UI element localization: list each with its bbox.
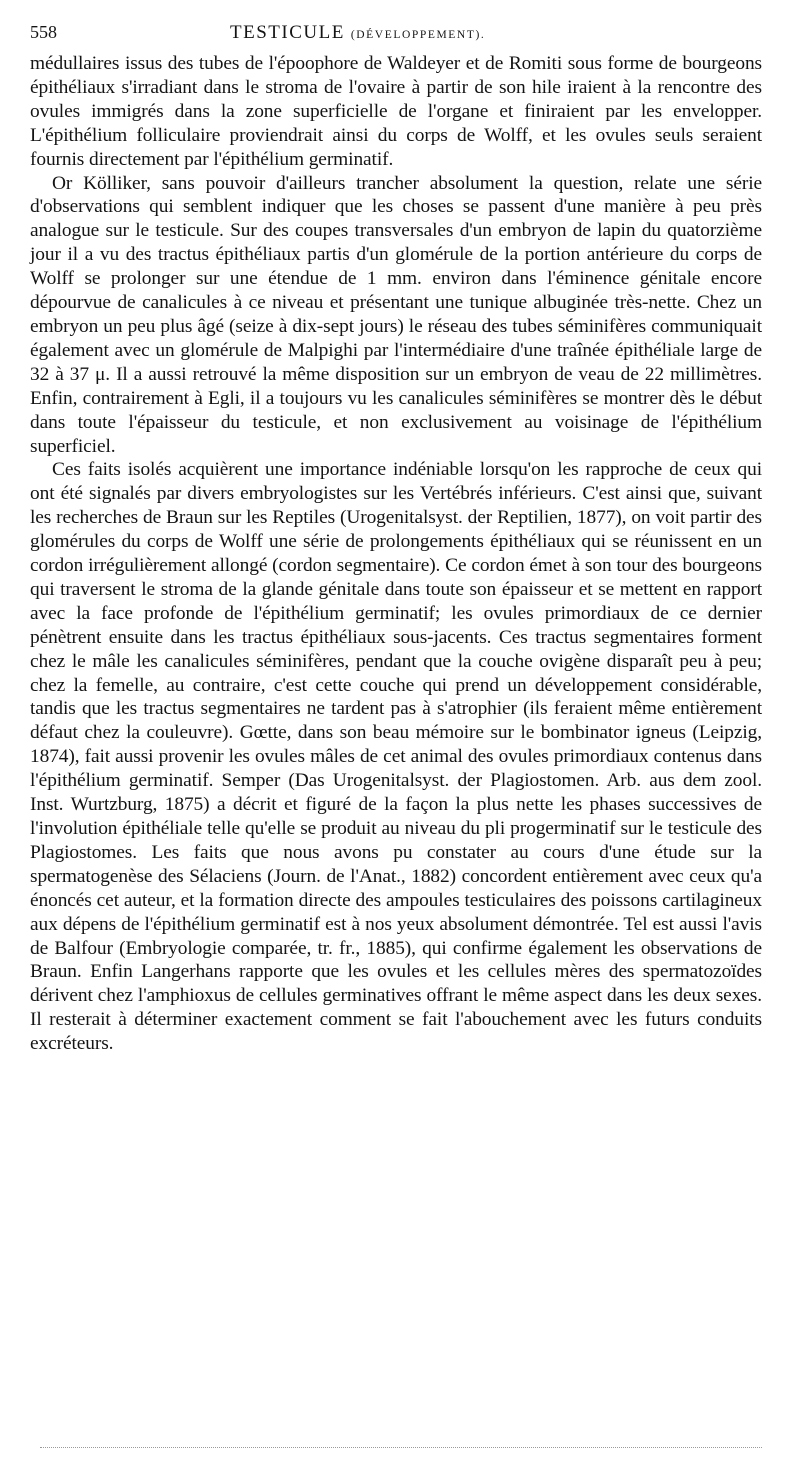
running-header [30,22,762,52]
paragraph-2: Or Kölliker, sans pouvoir d'ailleurs trancher absolument la question, relate une série d'observations qui semblent indiquer que les choses se passent d'une manière à peu près analogue sur le testicule. Sur des coupes transversales d'un embryon de lapin du quatorzième jour il a vu des tractus épithéliaux partis d'un glomérule de la portion antérieure du corps de Wolff se prolonger sur une étendue de 1 mm. environ dans l'éminence génitale encore dépourvue de canalicules à ce niveau et présentant une tunique albuginée très-nette. Chez un embryon un peu plus âgé (seize à dix-sept jours) le réseau des tubes séminifères communiquait également avec un glomérule de Malpighi par l'intermédiaire d'une traînée épithéliale large de 32 à 37 μ. Il a aussi retrouvé la même disposition sur un embryon de veau de 22 millimètres. Enfin, contrairement à Egli, il a toujours vu les canalicules séminifères se montrer dès le début dans toute l'épaisseur du testicule, et non exclusivement au voisinage de l'épithélium superficiel. [30,172,762,457]
paragraph-1: médullaires issus des tubes de l'époophore de Waldeyer et de Romiti sous forme de bourgeons épithéliaux s'irradiant dans le stroma de l'ovaire à partir de son hile iraient à la rencontre des ovules immigrés dans la zone superficielle de l'organe et finiraient par les envelopper. L'épithélium folliculaire proviendrait ainsi du corps de Wolff, et les ovules seuls seraient fournis directement par l'épithélium germinatif. [30,53,762,170]
page [30,22,762,1056]
bottom-dotted-rule [40,1447,762,1448]
running-subtitle: (DÉVELOPPEMENT). [350,29,486,41]
page-number: 558 [30,22,57,42]
running-title: TESTICULE [230,22,345,43]
body-text [30,52,762,1056]
paragraph-3: Ces faits isolés acquièrent une importance indéniable lorsqu'on les rapproche de ceux qui ont été signalés par divers embryologistes sur les Vertébrés inférieurs. C'est ainsi que, suivant les recherches de Braun sur les Reptiles (Urogenitalsyst. der Reptilien, 1877), on voit partir des glomérules du corps de Wolff une série de prolongements épithéliaux qui se réunissent en un cordon irrégulièrement allongé (cordon segmentaire). Ce cordon émet à son tour des bourgeons qui traversent le stroma de la glande génitale dans toute son épaisseur et se mettent en rapport avec la face profonde de l'épithélium germinatif; les ovules primordiaux de ce dernier pénètrent ensuite dans les tractus épithéliaux sous-jacents. Ces tractus segmentaires forment chez le mâle les canalicules séminifères, pendant que la couche ovigène disparaît peu à peu; chez la femelle, au contraire, c'est cette couche qui prend un développement considérable, tandis que les tractus segmentaires ne tardent pas à s'atrophier (ils feraient même entièrement défaut chez la couleuvre). Gœtte, dans son beau mémoire sur le bombinator igneus (Leipzig, 1874), fait aussi provenir les ovules mâles de cet animal des ovules primordiaux contenus dans l'épithélium germinatif. Semper (Das Urogenitalsyst. der Plagiostomen. Arb. aus dem zool. Inst. Wurtzburg, 1875) a décrit et figuré de la façon la plus nette les phases successives de l'involution épithéliale telle qu'elle se produit au niveau du pli progerminatif sur le testicule des Plagiostomes. Les faits que nous avons pu constater au cours d'une étude sur la spermatogenèse des Sélaciens (Journ. de l'Anat., 1882) concordent entièrement avec ceux qu'a énoncés cet auteur, et la formation directe des ampoules testiculaires des poissons cartilagineux aux dépens de l'épithélium germinatif est à nos yeux absolument démontrée. Tel est aussi l'avis de Balfour (Embryologie comparée, tr. fr., 1885), qui confirme également les observations de Braun. Enfin Langerhans rapporte que les ovules et les cellules mères des spermatozoïdes dérivent chez l'amphioxus de cellules germinatives offrant le même aspect dans les deux sexes. Il resterait à déterminer exactement comment se fait l'abouchement avec les futurs conduits excréteurs. [30,459,762,1055]
